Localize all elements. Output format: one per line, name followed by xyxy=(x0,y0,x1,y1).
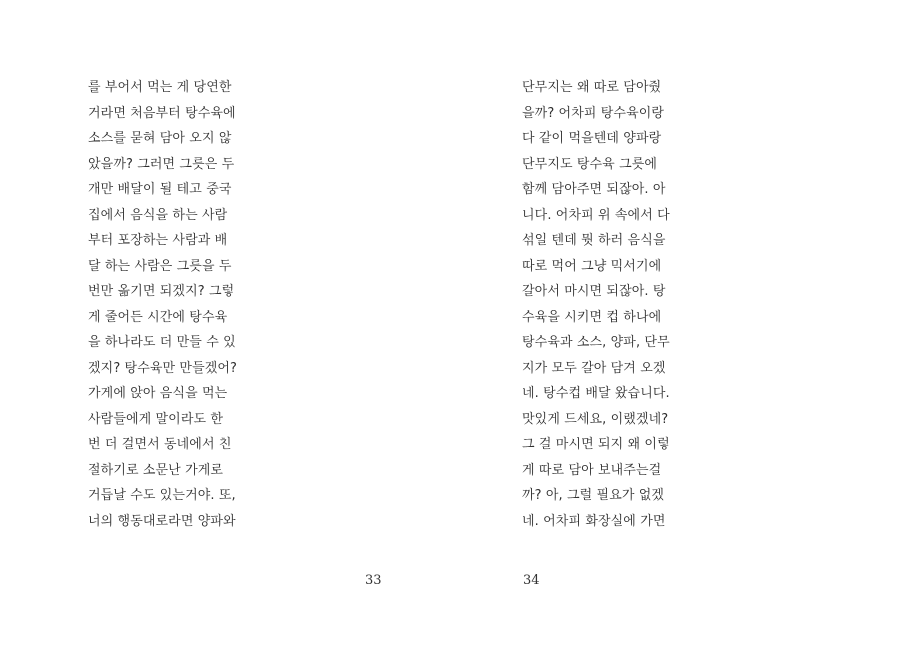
text-line: 다 같이 먹을텐데 양파랑 xyxy=(522,131,662,146)
text-line: 따로 먹어 그냥 믹서기에 xyxy=(522,258,662,274)
text-line: 를 부어서 먹는 게 당연한 xyxy=(88,80,232,95)
text-line: 을까? 어차피 탕수육이랑 xyxy=(522,105,665,121)
text-line: 그 걸 마시면 되지 왜 이렇 xyxy=(522,437,670,452)
text-line: 거듭날 수도 있는거야. 또, xyxy=(88,488,236,503)
left-page-body-text xyxy=(88,75,258,534)
text-line: 거라면 처음부터 탕수육에 xyxy=(88,105,236,121)
text-line: 달 하는 사람은 그릇을 두 xyxy=(88,258,232,274)
text-line: 네. 어차피 화장실에 가면 xyxy=(522,513,666,529)
text-line: 단무지는 왜 따로 담아줬 xyxy=(522,80,662,95)
text-line: 탕수육과 소스, 양파, 단무 xyxy=(522,335,670,350)
text-line: 개만 배달이 될 테고 중국 xyxy=(88,182,232,197)
text-line: 네. 탕수컵 배달 왔습니다. xyxy=(522,386,670,401)
text-line: 까? 아, 그럴 필요가 없겠 xyxy=(522,488,665,503)
text-line: 지가 모두 갈아 담겨 오겠 xyxy=(522,360,666,376)
right-page-number: 34 xyxy=(523,573,540,588)
text-line: 가게에 앉아 음식을 먹는 xyxy=(88,386,228,401)
text-line: 섞일 텐데 뭣 하러 음식을 xyxy=(522,233,666,248)
text-line: 부터 포장하는 사람과 배 xyxy=(88,233,228,248)
left-page-number: 33 xyxy=(365,573,382,588)
text-line: 번 더 걸면서 동네에서 친 xyxy=(88,437,232,452)
text-line: 집에서 음식을 하는 사람 xyxy=(88,207,228,223)
text-line: 사람들에게 말이라도 한 xyxy=(88,411,224,427)
text-line: 았을까? 그러면 그릇은 두 xyxy=(88,156,235,172)
text-line: 번만 옮기면 되겠지? 그렇 xyxy=(88,284,235,299)
text-line: 너의 행동대로라면 양파와 xyxy=(88,513,236,529)
text-line: 니다. 어차피 위 속에서 다 xyxy=(522,207,670,223)
right-page xyxy=(450,0,900,661)
text-line: 게 줄어든 시간에 탕수육 xyxy=(88,309,228,325)
text-line: 겠지? 탕수육만 만들겠어? xyxy=(88,360,238,376)
text-line: 단무지도 탕수육 그릇에 xyxy=(522,156,658,172)
text-line: 함께 담아주면 되잖아. 아 xyxy=(522,182,666,197)
text-line: 게 따로 담아 보내주는걸 xyxy=(522,462,662,478)
right-page-body-text xyxy=(522,75,692,534)
text-line: 맛있게 드세요, 이랬겠네? xyxy=(522,411,669,427)
text-line: 절하기로 소문난 가게로 xyxy=(88,462,224,478)
text-line: 을 하나라도 더 만들 수 있 xyxy=(88,335,236,350)
text-line: 소스를 묻혀 담아 오지 않 xyxy=(88,131,232,146)
text-line: 갈아서 마시면 되잖아. 탕 xyxy=(522,284,666,299)
text-line: 수육을 시키면 컵 하나에 xyxy=(522,309,662,325)
